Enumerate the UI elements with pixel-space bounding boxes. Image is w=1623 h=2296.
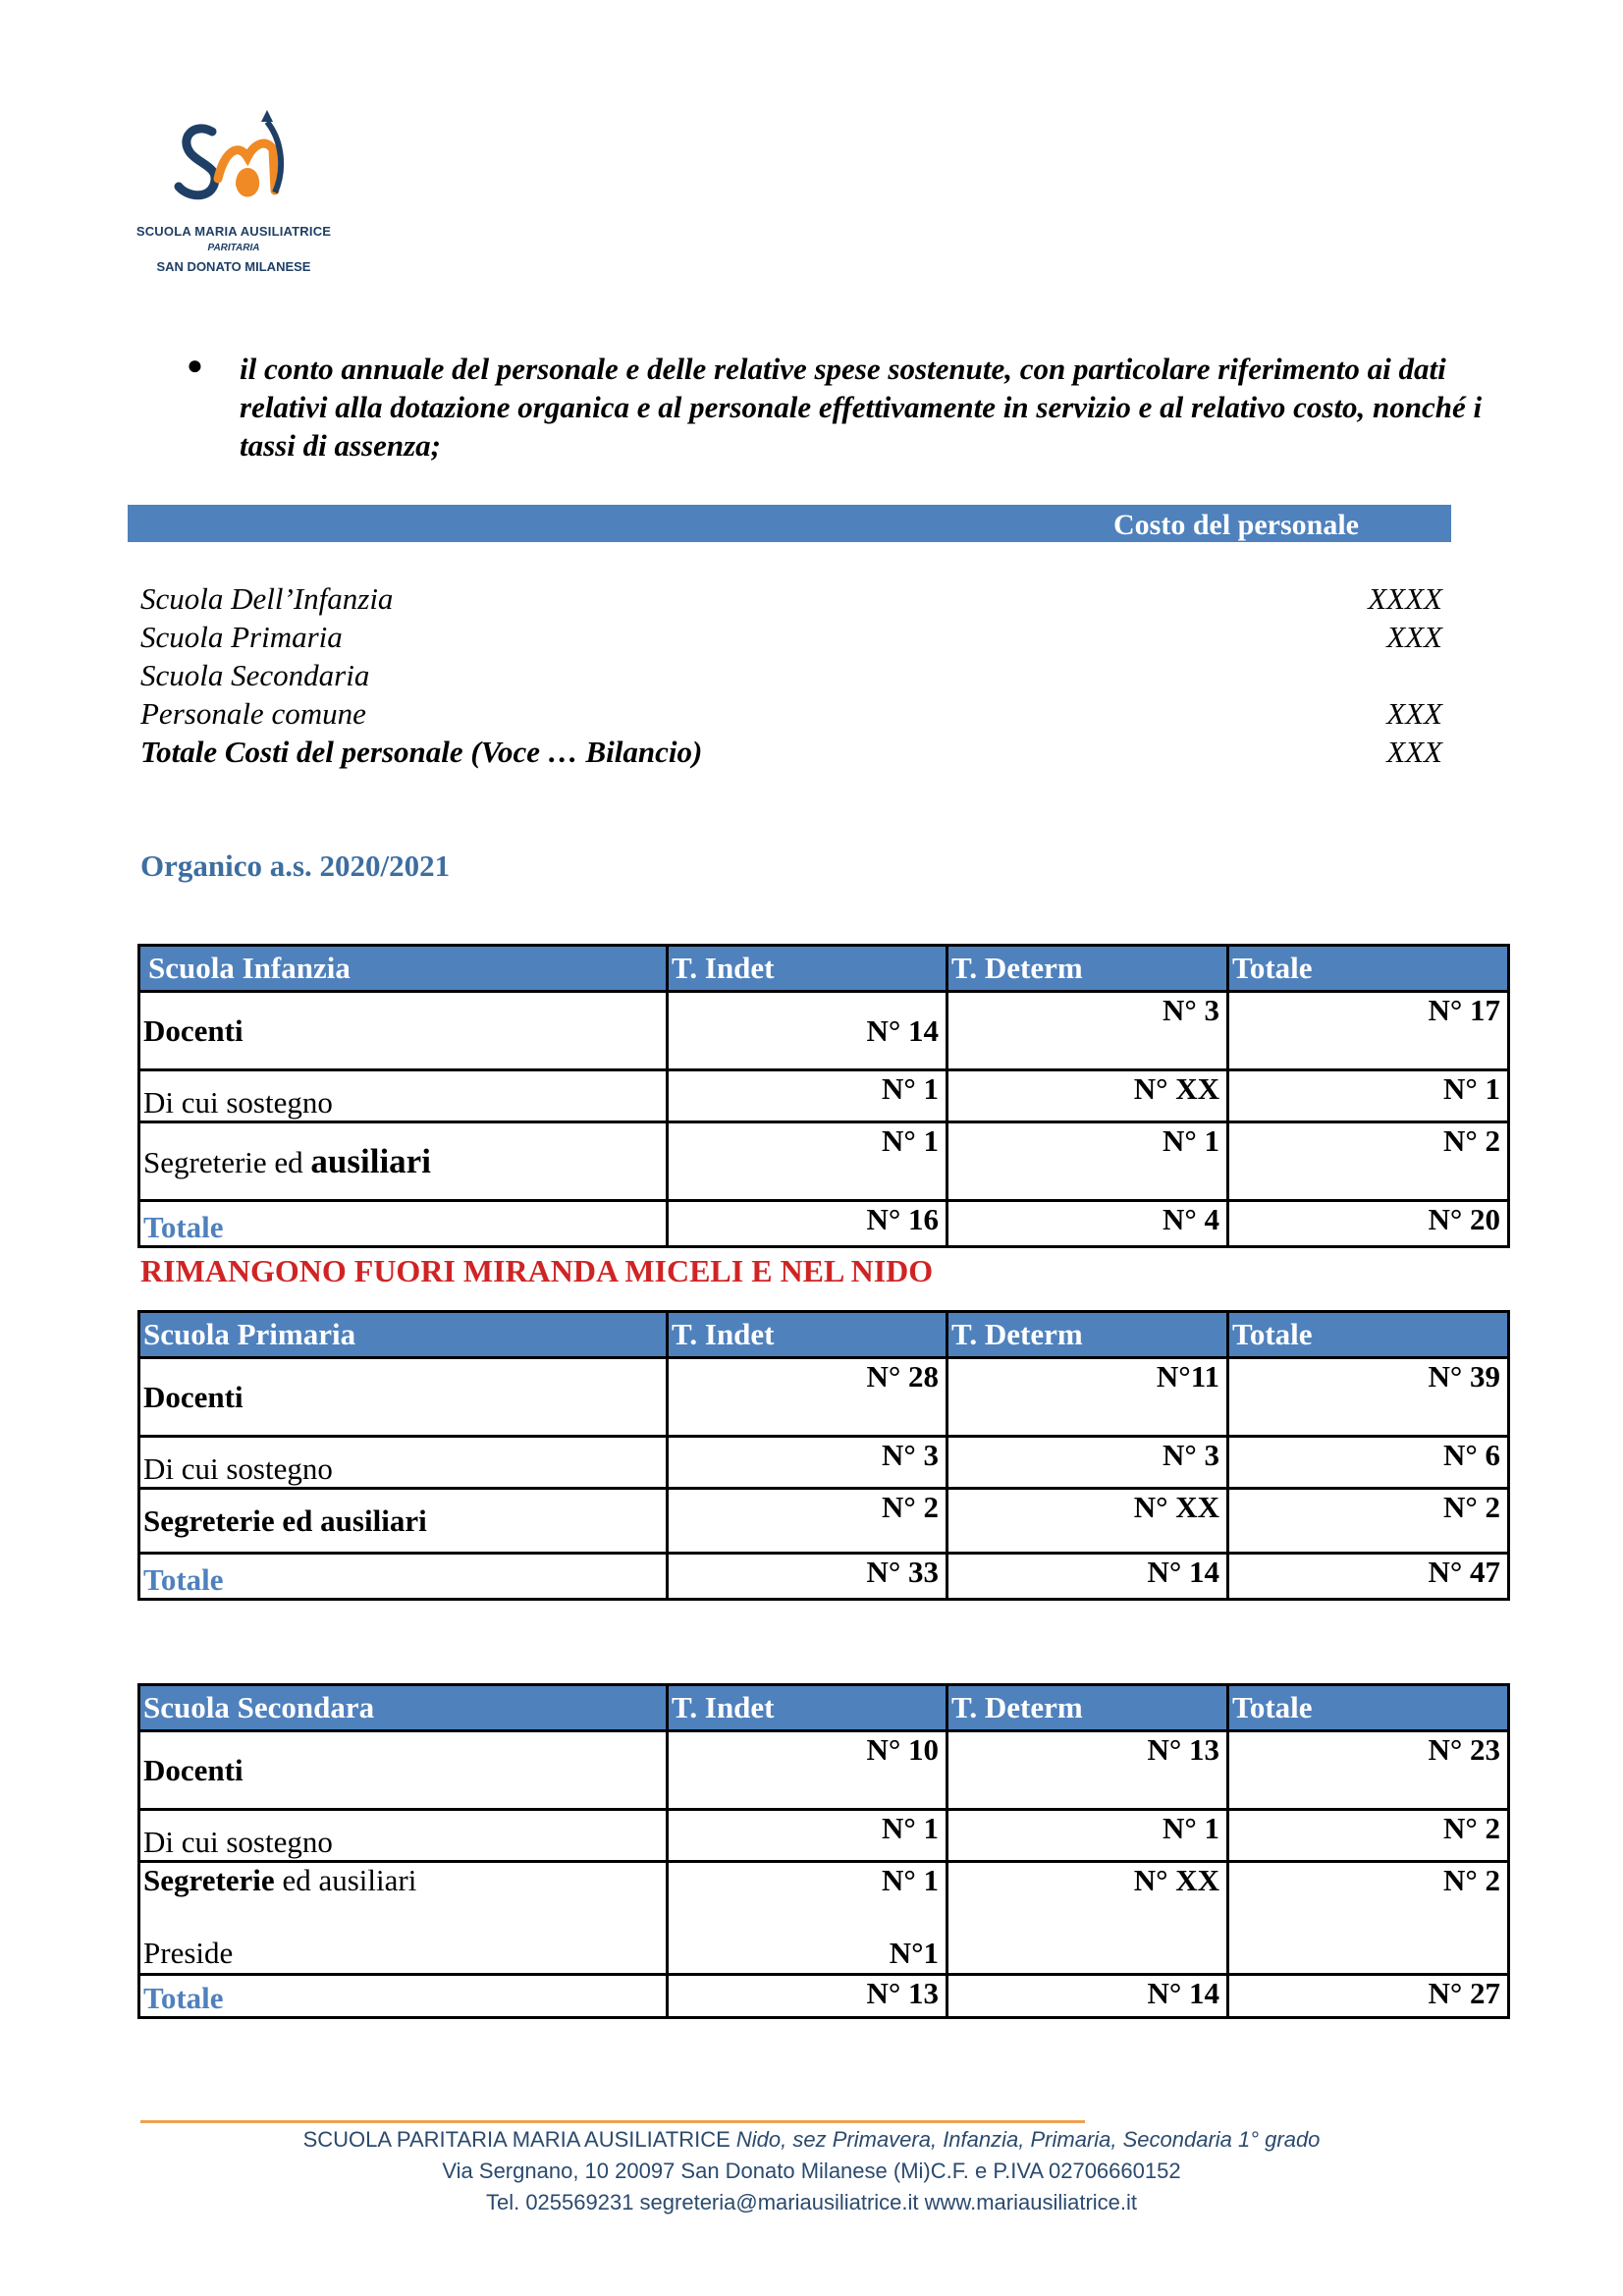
table-header-cell: Totale (1228, 1685, 1509, 1731)
footer-address: Via Sergnano, 10 20097 San Donato Milanese (Mi)C.F. e P.IVA 02706660152 (442, 2159, 1181, 2183)
cell-value: N° 1 (668, 1070, 947, 1122)
row-label: Docenti (139, 1731, 668, 1810)
row-label-part: ed ausiliari (274, 1863, 417, 1897)
table-secondaria (137, 1683, 1510, 2019)
row-label-part: Segreterie ed (143, 1144, 311, 1179)
total-label: Totale (139, 1554, 668, 1600)
school-logo-mark-icon (165, 102, 302, 220)
cell-value: N° 1 (668, 1122, 947, 1201)
table-row (139, 1731, 1509, 1810)
cost-row-label: Personale comune (140, 696, 366, 731)
table-row (139, 1358, 1509, 1437)
cell-value: N° 17 (1228, 992, 1509, 1070)
row-label: Di cui sostegno (139, 1070, 668, 1122)
preside-value: N°1 (889, 1936, 939, 1970)
cell-value: N° 2 (1228, 1489, 1509, 1554)
table-header-cell: Scuola Infanzia (139, 946, 668, 992)
table-header-cell: T. Indet (668, 1685, 947, 1731)
cell-value: N° 13 (947, 1731, 1228, 1810)
cell-value: N° 2 (1228, 1810, 1509, 1862)
table-header-cell: T. Indet (668, 946, 947, 992)
cell-value: N° 47 (1228, 1554, 1509, 1600)
table-row (139, 1070, 1509, 1122)
table-total-row (139, 1554, 1509, 1600)
cell-value: N° 3 (947, 992, 1228, 1070)
table-header-cell: T. Determ (947, 1312, 1228, 1358)
table-row (139, 1437, 1509, 1489)
total-label: Totale (139, 1975, 668, 2018)
cell-value: N° 39 (1228, 1358, 1509, 1437)
table-row (139, 1862, 1509, 1975)
row-label (139, 1862, 668, 1975)
cost-row-label: Scuola Dell’Infanzia (140, 581, 394, 616)
cell-value: N° 2 (1228, 1122, 1509, 1201)
cell-value: N° 2 (668, 1489, 947, 1554)
cell-value: N° 1 (1228, 1070, 1509, 1122)
cell-value: N°11 (947, 1358, 1228, 1437)
logo-line-2: PARITARIA (207, 243, 260, 253)
table-row (139, 1122, 1509, 1201)
row-label: Segreterie ed ausiliari (139, 1489, 668, 1554)
footer-divider (140, 2120, 1085, 2123)
table-row (139, 1489, 1509, 1554)
logo-line-1: SCUOLA MARIA AUSILIATRICE (135, 224, 332, 239)
cell-value: N° 14 (947, 1554, 1228, 1600)
cell-value: N° 14 (947, 1975, 1228, 2018)
cell-value: N° 28 (668, 1358, 947, 1437)
cell-value: N° XX (947, 1489, 1228, 1554)
cell-value: N° 1 (668, 1810, 947, 1862)
table-header-row (139, 1685, 1509, 1731)
row-label: Di cui sostegno (139, 1810, 668, 1862)
cell-value: N° 16 (668, 1201, 947, 1247)
footer-contacts: Tel. 025569231 segreteria@mariausiliatrice.it www.mariausiliatrice.it (485, 2190, 1138, 2214)
cell-value: N° 4 (947, 1201, 1228, 1247)
bullet-icon: ● (187, 351, 203, 381)
cell-value: N° 14 (668, 992, 947, 1070)
cost-row-value: XXX (1386, 696, 1442, 731)
footer-school-levels: Nido, sez Primavera, Infanzia, Primaria, Secondaria 1° grado (735, 2127, 1321, 2152)
row-label (139, 1122, 668, 1201)
cell-value: N° 1 (881, 1863, 939, 1897)
cell-value (668, 1862, 947, 1975)
table-primaria (137, 1310, 1510, 1601)
row-label: Docenti (139, 992, 668, 1070)
preside-label: Preside (143, 1936, 234, 1970)
cell-value: N° 6 (1228, 1437, 1509, 1489)
intro-bullet-text: il conto annuale del personale e delle relative spese sostenute, con particolare riferimento ai dati relativi alla dotazione organica e al personale effettivamente in servizio e al relativo costo, nonché i tassi di assenza; (240, 352, 1483, 463)
cell-value: N° 20 (1228, 1201, 1509, 1247)
cost-header-label: Costo del personale (1113, 509, 1359, 541)
cell-value: N° 3 (668, 1437, 947, 1489)
cell-value: N° 1 (947, 1810, 1228, 1862)
row-label: Di cui sostegno (139, 1437, 668, 1489)
cell-value: N° 1 (947, 1122, 1228, 1201)
cell-value: N° 3 (947, 1437, 1228, 1489)
cell-value: N° 33 (668, 1554, 947, 1600)
row-label: Docenti (139, 1358, 668, 1437)
table-header-cell: Totale (1228, 1312, 1509, 1358)
cost-total-label: Totale Costi del personale (Voce … Bilancio) (140, 735, 703, 769)
cost-row-label: Scuola Secondaria (140, 658, 370, 692)
table-row (139, 1810, 1509, 1862)
table-total-row (139, 1201, 1509, 1247)
table-header-cell: T. Indet (668, 1312, 947, 1358)
table-total-row (139, 1975, 1509, 2018)
warning-note: RIMANGONO FUORI MIRANDA MICELI E NEL NIDO (140, 1253, 934, 1288)
cell-value: N° 10 (668, 1731, 947, 1810)
cell-value: N° XX (947, 1862, 1228, 1975)
cost-total-value: XXX (1386, 735, 1442, 769)
table-header-cell: Totale (1228, 946, 1509, 992)
table-row (139, 992, 1509, 1070)
table-header-row (139, 946, 1509, 992)
cell-value: N° 13 (668, 1975, 947, 2018)
cell-value: N° 27 (1228, 1975, 1509, 2018)
table-header-cell: Scuola Primaria (139, 1312, 668, 1358)
cell-value: N° XX (947, 1070, 1228, 1122)
cost-row-value: XXX (1386, 620, 1442, 654)
total-label: Totale (139, 1201, 668, 1247)
school-logo (135, 102, 332, 279)
cell-value: N° 2 (1228, 1862, 1509, 1975)
cost-row-label: Scuola Primaria (140, 620, 343, 654)
row-label-part: Segreterie (143, 1863, 275, 1897)
table-header-row (139, 1312, 1509, 1358)
table-header-cell: T. Determ (947, 1685, 1228, 1731)
table-header-cell: Scuola Secondara (139, 1685, 668, 1731)
table-infanzia (137, 944, 1510, 1248)
footer-line-1 (0, 2127, 1623, 2153)
cost-row-value: XXXX (1368, 581, 1442, 616)
footer-school-name: SCUOLA PARITARIA MARIA AUSILIATRICE (302, 2127, 736, 2152)
cell-value: N° 23 (1228, 1731, 1509, 1810)
row-label-part: ausiliari (310, 1141, 431, 1180)
organico-title: Organico a.s. 2020/2021 (140, 848, 451, 883)
table-header-cell: T. Determ (947, 946, 1228, 992)
logo-line-3: SAN DONATO MILANESE (156, 259, 311, 274)
